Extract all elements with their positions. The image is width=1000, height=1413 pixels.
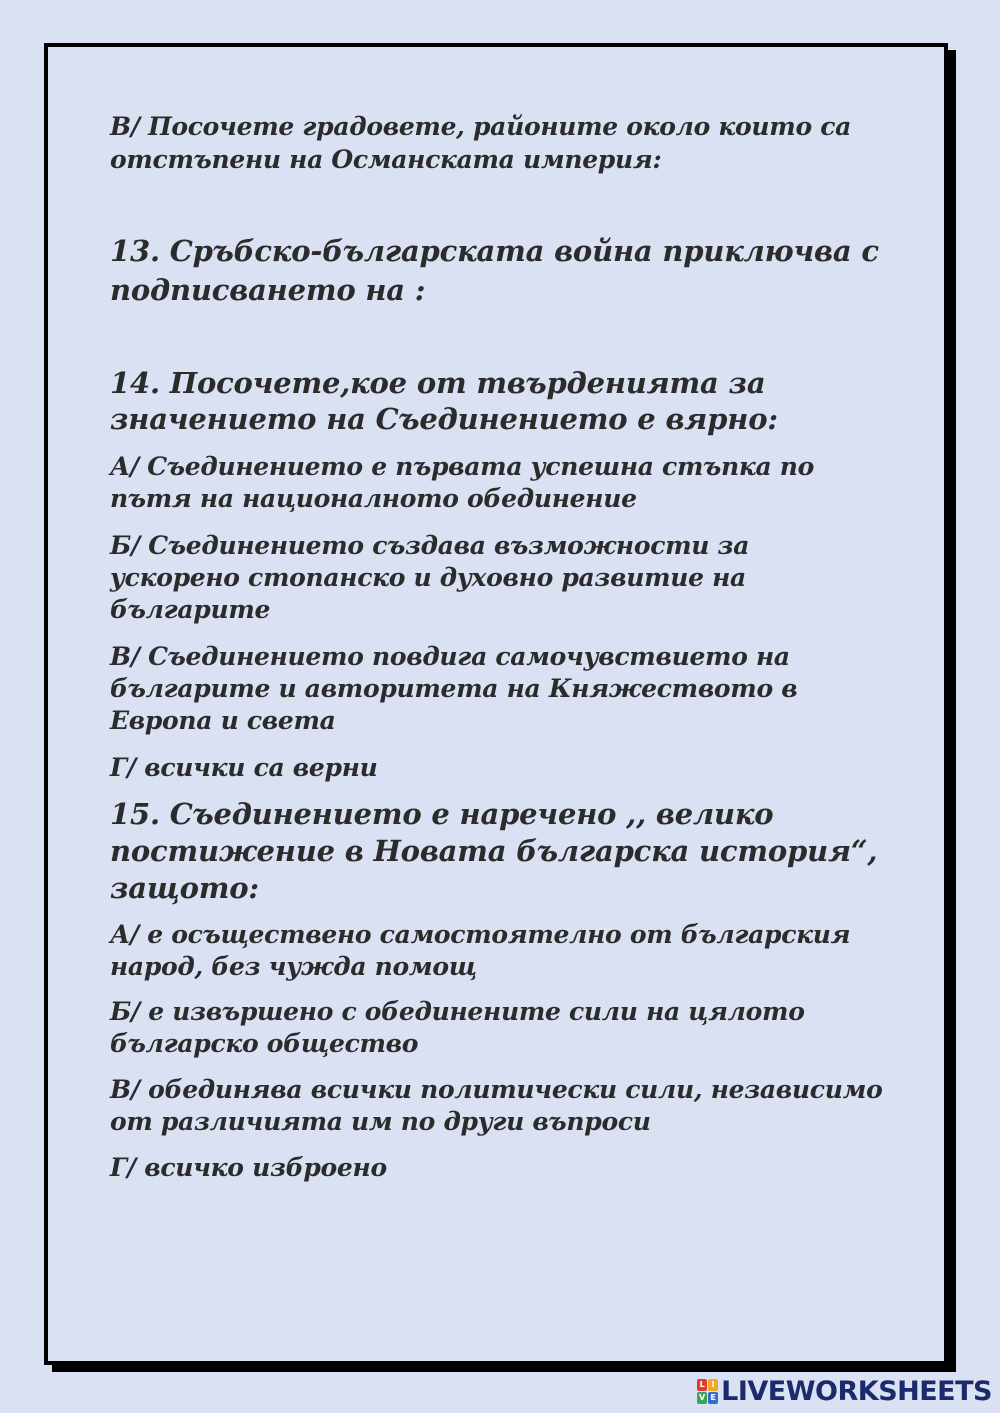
watermark-text: LIVEWORKSHEETS (721, 1376, 992, 1407)
q15-option-b-line-1: Б/ е извършено с обединените сили на цялото (110, 997, 805, 1026)
q14-option-a-line-2: пътя на националното обединение (110, 484, 637, 513)
q14-option-a-line-1: А/ Съединението е първата успешна стъпка по (110, 452, 815, 481)
q14-option-v-line-1: В/ Съединението повдига самочувствието на (110, 642, 790, 671)
q14-option-b-line-2: ускорено стопанско и духовно развитие на (110, 563, 746, 592)
question-15-line-3: защото: (110, 871, 259, 905)
q14-option-v-line-2: българите и авторитета на Княжеството в (110, 674, 798, 703)
q14-option-b-line-1: Б/ Съединението създава възможности за (110, 531, 750, 560)
line-2: отстъпени на Османската империя: (110, 145, 662, 174)
q14-option-b-line-3: българите (110, 595, 271, 624)
question-14-line-1: 14. Посочете,кое от твърденията за (110, 366, 766, 400)
q15-option-a-line-1: А/ е осъществено самостоятелно от българския (110, 920, 851, 949)
logo-letter-v: V (699, 1393, 706, 1402)
q15-option-a-line-2: народ, без чужда помощ (110, 952, 477, 981)
logo-letter-i: I (708, 1379, 718, 1391)
line-1: В/ Посочете градовете, районите около които са (110, 112, 852, 141)
q15-option-v-line-2: от различията им по други въпроси (110, 1107, 651, 1136)
question-13-line-1: 13. Сръбско-българската война приключва с (110, 234, 879, 268)
q14-option-g: Г/ всички са верни (110, 753, 378, 782)
question-14-line-2: значението на Съединението е вярно: (110, 402, 778, 436)
q15-option-b-line-2: българско общество (110, 1029, 419, 1058)
q14-option-v-line-3: Европа и света (110, 706, 336, 735)
question-15-line-1: 15. Съединението е наречено ,, велико (110, 797, 774, 831)
q15-option-g: Г/ всичко изброено (110, 1153, 387, 1182)
question-13-line-2: подписването на : (110, 273, 426, 307)
logo-letter-e: E (708, 1392, 718, 1404)
liveworksheets-logo-icon (697, 1379, 718, 1404)
logo-letter-l: L (697, 1379, 707, 1391)
question-15-line-2: постижение в Новата българска история“, (110, 834, 878, 868)
liveworksheets-watermark (697, 1376, 992, 1407)
q15-option-v-line-1: В/ обединява всички политически сили, независимо (110, 1075, 883, 1104)
